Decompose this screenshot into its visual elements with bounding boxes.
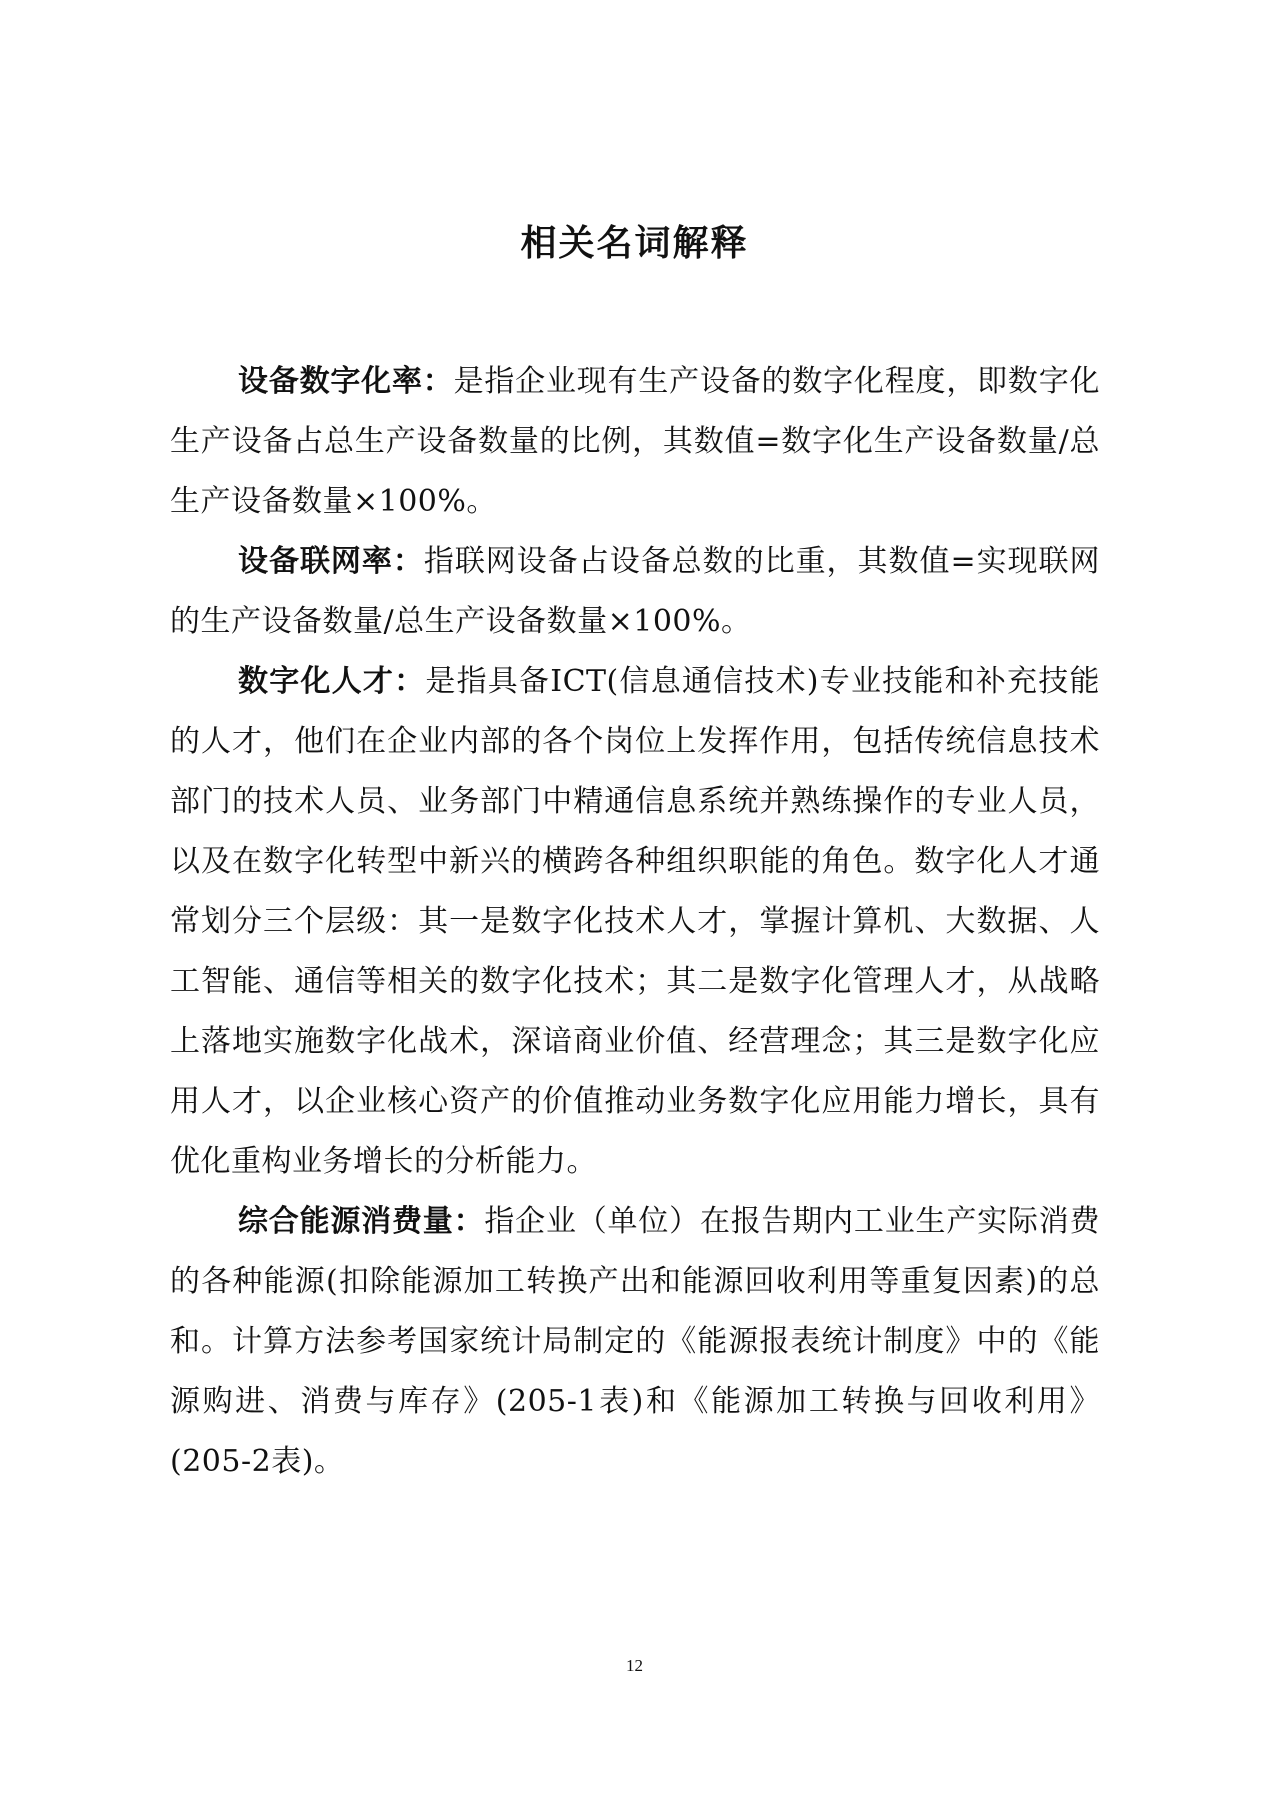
definition-term: 综合能源消费量： bbox=[238, 1204, 485, 1239]
definition-term: 设备联网率： bbox=[238, 544, 424, 579]
definition-term: 数字化人才： bbox=[238, 664, 426, 699]
page-number: 12 bbox=[626, 1656, 643, 1675]
definition-equipment-networking-rate bbox=[170, 532, 1100, 652]
definition-text: 指联网设备占设备总数的比重，其数值=实现联网的生产设备数量/总生产设备数量×100%。 bbox=[170, 544, 1100, 639]
definitions-list bbox=[170, 352, 1100, 1492]
definition-term: 设备数字化率： bbox=[238, 364, 454, 399]
definition-digital-talent bbox=[170, 652, 1100, 1192]
definition-equipment-digitization-rate bbox=[170, 352, 1100, 532]
definition-text: 是指具备ICT(信息通信技术)专业技能和补充技能的人才，他们在企业内部的各个岗位上发挥作用，包括传统信息技术部门的技术人员、业务部门中精通信息系统并熟练操作的专业人员，以及在数字化转型中新兴的横跨各种组织职能的角色。数字化人才通常划分三个层级：其一是数字化技术人才，掌握计算机、大数据、人工智能、通信等相关的数字化技术；其二是数字化管理人才，从战略上落地实施数字化战术，深谙商业价值、经营理念；其三是数字化应用人才，以企业核心资产的价值推动业务数字化应用能力增长，具有优化重构业务增长的分析能力。 bbox=[170, 664, 1101, 1179]
definition-text: 是指企业现有生产设备的数字化程度，即数字化生产设备占总生产设备数量的比例，其数值=数字化生产设备数量/总生产设备数量×100%。 bbox=[170, 364, 1101, 519]
definition-text: 指企业（单位）在报告期内工业生产实际消费的各种能源(扣除能源加工转换产出和能源回收利用等重复因素)的总和。计算方法参考国家统计局制定的《能源报表统计制度》中的《能源购进、消费与库存》(205-1表)和《能源加工转换与回收利用》(205-2表)。 bbox=[170, 1204, 1101, 1479]
page-title: 相关名词解释 bbox=[520, 223, 749, 264]
definition-comprehensive-energy-consumption bbox=[170, 1192, 1100, 1492]
